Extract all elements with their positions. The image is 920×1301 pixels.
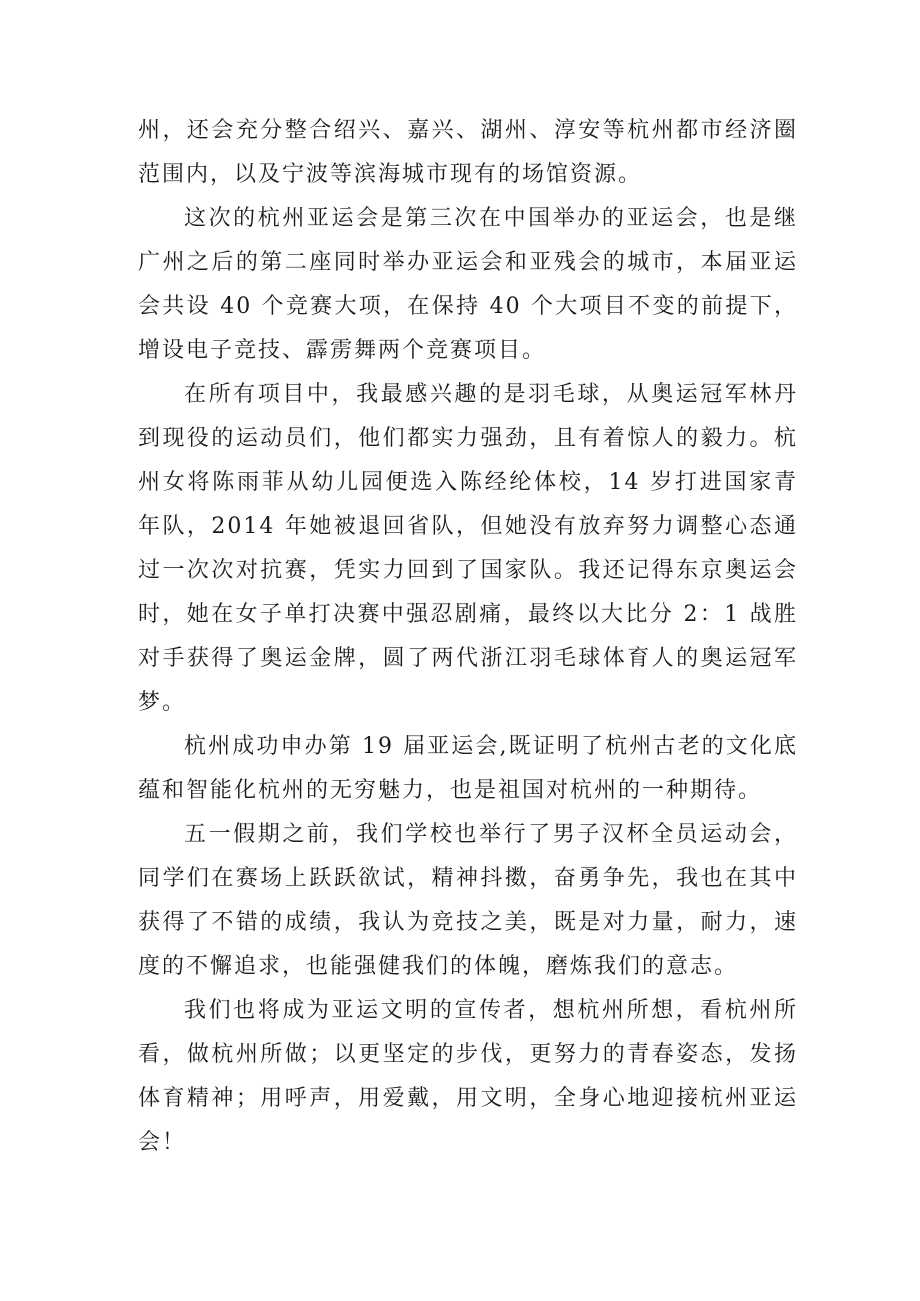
paragraph-badminton: 在所有项目中，我最感兴趣的是羽毛球，从奥运冠军林丹到现役的运动员们，他们都实力强劲，且有着惊人的毅力。杭州女将陈雨菲从幼儿园便选入陈经纶体校，14 岁打进国家青年队，2014 年她被退回省队，但她没有放弃努力调整心态通过一次次对抗赛，凭实力回到了国家队。我还记得东京奥运会时，她在女子单打决赛中强忍剧痛，最终以大比分 2：1 战胜对手获得了奥运金牌，圆了两代浙江羽毛球体育人的奥运冠军梦。 [138, 382, 798, 715]
paragraph-school-sports: 五一假期之前，我们学校也举行了男子汉杯全员运动会，同学们在赛场上跃跃欲试，精神抖擞，奋勇争先，我也在其中获得了不错的成绩，我认为竞技之美，既是对力量，耐力，速度的不懈追求，也能强健我们的体魄，磨炼我们的意志。 [138, 822, 798, 979]
document-body [138, 109, 798, 1165]
paragraph-asian-games-intro: 这次的杭州亚运会是第三次在中国举办的亚运会，也是继广州之后的第二座同时举办亚运会和亚残会的城市，本届亚运会共设 40 个竞赛大项，在保持 40 个大项目不变的前提下，增设电子竞技、霹雳舞两个竞赛项目。 [138, 206, 798, 363]
paragraph-closing: 我们也将成为亚运文明的宣传者，想杭州所想，看杭州所看，做杭州所做；以更坚定的步伐，更努力的青春姿态，发扬体育精神；用呼声，用爱戴，用文明，全身心地迎接杭州亚运会！ [138, 998, 798, 1155]
paragraph-bid-success: 杭州成功申办第 19 届亚运会,既证明了杭州古老的文化底蕴和智能化杭州的无穷魅力，也是祖国对杭州的一种期待。 [138, 734, 798, 803]
paragraph-continuation: 州，还会充分整合绍兴、嘉兴、湖州、淳安等杭州都市经济圈范围内，以及宁波等滨海城市现有的场馆资源。 [138, 118, 798, 187]
